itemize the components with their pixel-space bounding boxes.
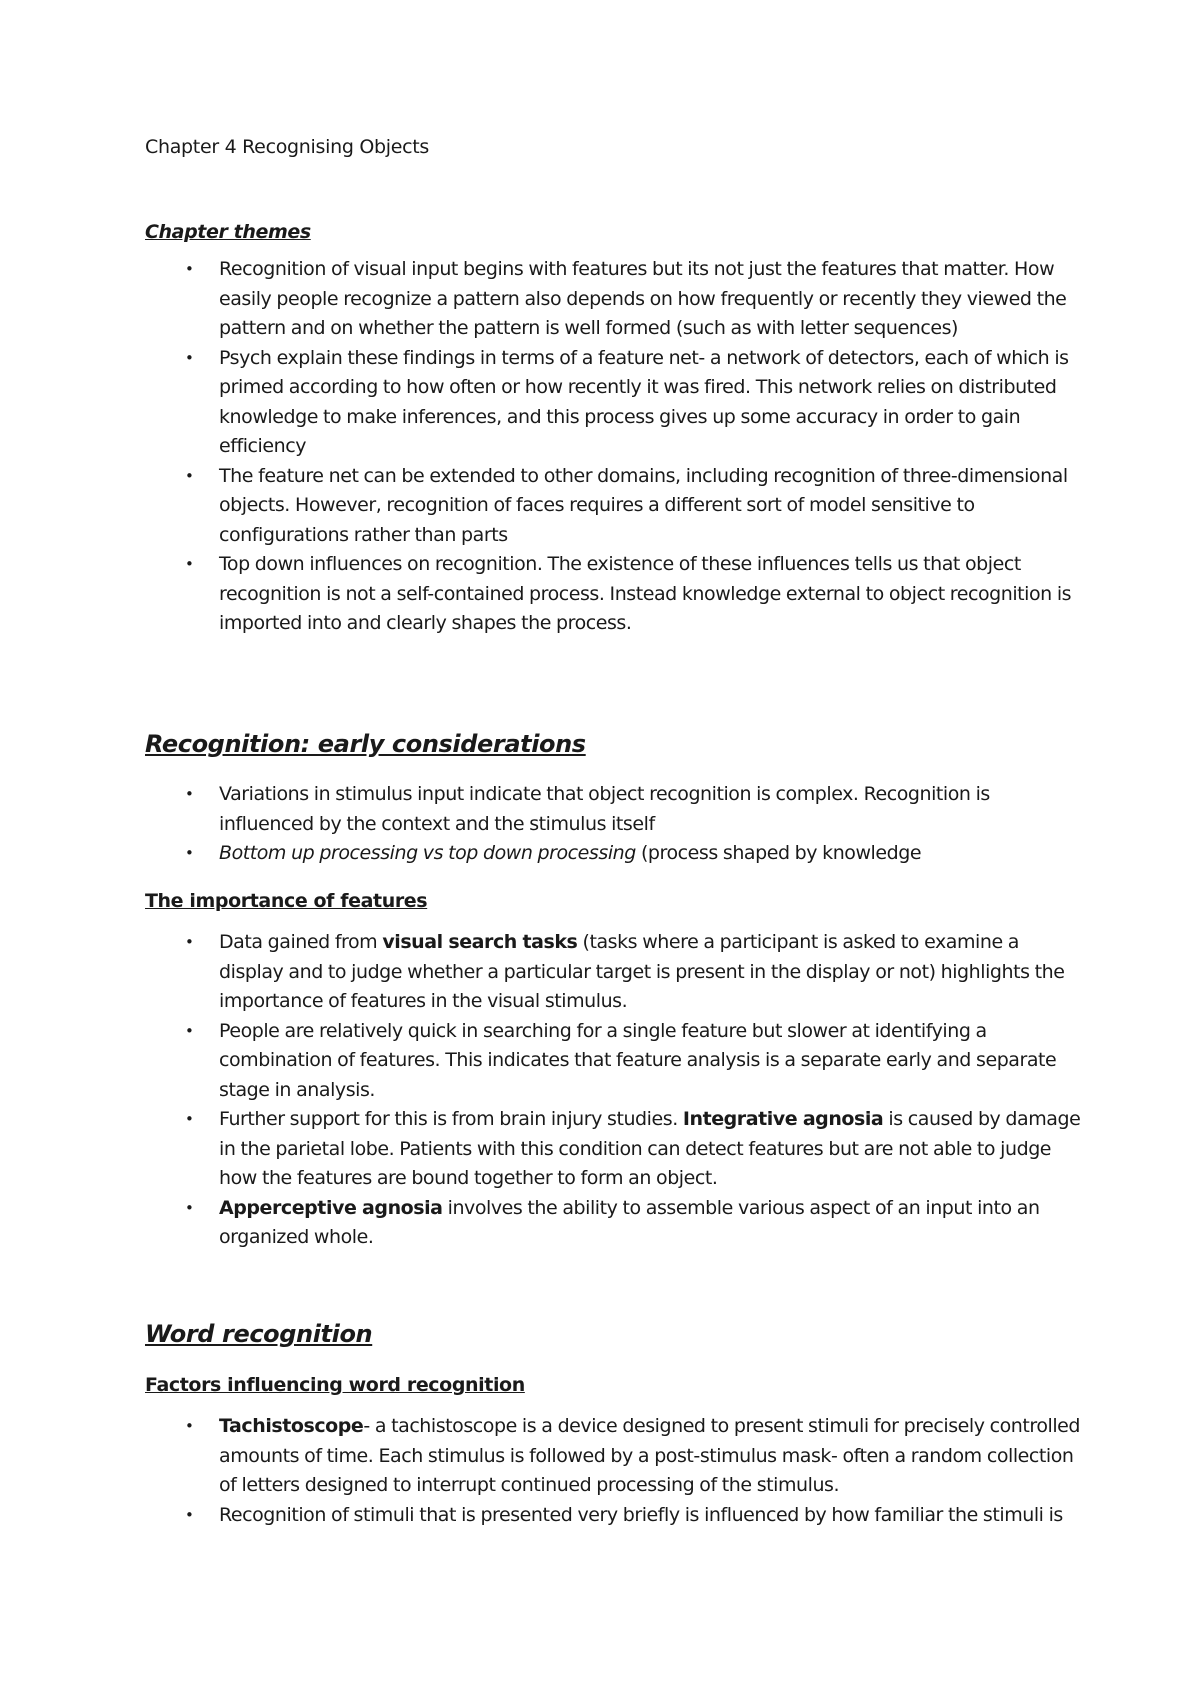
list-item-text: Recognition of visual input begins with features but its not just the features that matter. How easily people recognize a pattern also depends on how frequently or recently they viewed the pattern and on whether the pattern is well formed (such as with letter sequences): [219, 258, 1067, 339]
list-item-text: Data gained from: [219, 931, 383, 953]
bullet-icon: •: [185, 1110, 194, 1128]
bullet-icon: •: [185, 844, 194, 862]
bullet-icon: •: [185, 555, 194, 573]
key-term: Integrative agnosia: [682, 1108, 884, 1130]
bullet-icon: •: [185, 1198, 194, 1217]
list-item-text: (tasks where a participant is asked to examine a display and to judge whether a particular target is present in the display or not) highlights the importance of features in the visual stimulus.: [219, 931, 1065, 1012]
key-term: Tachistoscope: [219, 1415, 364, 1437]
list-item: [145, 550, 1085, 639]
list-item-text: People are relatively quick in searching for a single feature but slower at identifying a combination of features. This indicates that feature analysis is a separate early and separate stage in analysis.: [219, 1019, 1057, 1101]
bullet-icon: •: [185, 1021, 194, 1040]
processing-terms: Bottom up processing vs top down processing: [219, 842, 636, 864]
word-recognition-heading: Word recognition: [145, 1320, 373, 1348]
early-considerations-heading: Recognition: early considerations: [145, 730, 586, 758]
list-item-text: Further support for this is from brain injury studies.: [219, 1108, 683, 1130]
chapter-themes-list: [145, 255, 1085, 639]
bullet-icon: •: [185, 933, 194, 951]
features-list: [145, 928, 1085, 1253]
list-item: [145, 928, 1085, 1017]
list-item-text: Variations in stimulus input indicate that object recognition is complex. Recognition is influenced by the context and the stimulus itself: [219, 783, 990, 835]
list-item-text: is caused by damage in the parietal lobe. Patients with this condition can detect features but are not able to judge how the features are bound together to form an object.: [219, 1108, 1081, 1189]
document-title: Chapter 4 Recognising Objects: [145, 136, 430, 158]
early-considerations-list: [145, 780, 1085, 869]
list-item-text: involves the ability to assemble various aspect of an input into an organized whole.: [219, 1196, 1040, 1248]
list-item: [145, 1194, 1085, 1253]
key-term: Apperceptive agnosia: [219, 1196, 443, 1219]
list-item: [145, 344, 1085, 462]
list-item: [145, 1105, 1085, 1194]
list-item: [145, 1501, 1085, 1531]
list-item-text: - a tachistoscope is a device designed to present stimuli for precisely controlled amounts of time. Each stimulus is followed by a post-stimulus mask- often a random collection of letters designed to interrupt continued processing of the stimulus.: [219, 1415, 1081, 1496]
list-item: [145, 255, 1085, 344]
word-recognition-list: [145, 1412, 1085, 1530]
bullet-icon: •: [185, 1417, 194, 1435]
bullet-icon: •: [185, 785, 194, 803]
bullet-icon: •: [185, 260, 194, 278]
chapter-themes-heading: Chapter themes: [145, 221, 311, 243]
list-item: [145, 780, 1085, 839]
list-item: [145, 1017, 1085, 1106]
factors-heading: Factors influencing word recognition: [145, 1374, 525, 1396]
list-item: [145, 1412, 1085, 1501]
key-term: visual search tasks: [382, 931, 578, 953]
list-item-text: Psych explain these findings in terms of a feature net- a network of detectors, each of which is primed according to how often or how recently it was fired. This network relies on distributed knowledge to make inferences, and this process gives up some accuracy in order to gain efficiency: [219, 346, 1069, 457]
list-item: [145, 462, 1085, 551]
bullet-icon: •: [185, 1505, 194, 1524]
list-item-text: (process shaped by knowledge: [635, 842, 922, 864]
bullet-icon: •: [185, 466, 194, 485]
importance-of-features-heading: The importance of features: [145, 890, 428, 912]
bullet-icon: •: [185, 348, 194, 367]
list-item: [145, 839, 1085, 869]
list-item-text: Top down influences on recognition. The existence of these influences tells us that object recognition is not a self-contained process. Instead knowledge external to object recognition is imported into and clearly shapes the process.: [219, 553, 1072, 634]
list-item-text: The feature net can be extended to other domains, including recognition of three-dimensional objects. However, recognition of faces requires a different sort of model sensitive to configurations rather than parts: [219, 464, 1068, 546]
list-item-text: Recognition of stimuli that is presented very briefly is influenced by how familiar the stimuli is: [219, 1503, 1063, 1526]
